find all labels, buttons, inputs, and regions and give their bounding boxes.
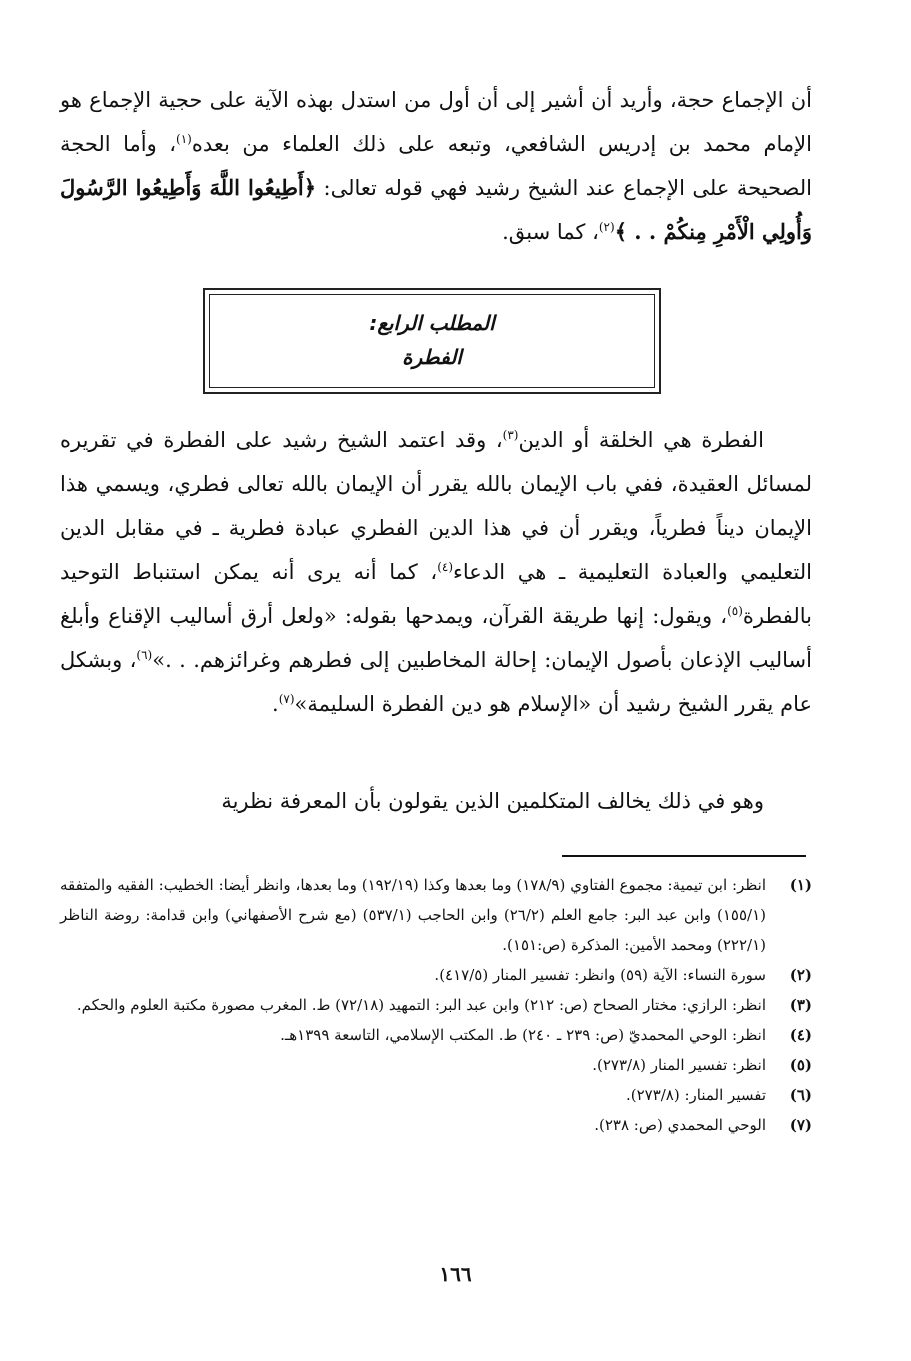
quran-verse: ﴿أَطِيعُوا اللَّهَ وَأَطِيعُوا الرَّسُولَ وَأُولِي الْأَمْرِ مِنكُمْ . . ﴾ xyxy=(60,175,812,244)
text-run: ، وأما الحجة الصحيحة على الإجماع عند الشيخ رشيد فهي قوله تعالى: xyxy=(60,132,812,200)
section-heading-box xyxy=(203,288,661,394)
text-run: أن الإجماع حجة، وأريد أن أشير إلى أن أول من استدل بهذه الآية على حجية الإجماع هو الإمام محمد بن إدريس الشافعي، وتبعه على ذلك العلماء من بعده xyxy=(60,88,812,156)
text-run: ، وقد اعتمد الشيخ رشيد على الفطرة في تقريره لمسائل العقيدة، ففي باب الإيمان بالله يقرر أن الإيمان بالله تعالى فطري، ويسمي هذا الإيمان ديناً فطرياً، ويقرر أن في هذا الدين الفطري عبادة فطرية ـ في مقابل الدين التعليمي والعبادة التعليمية ـ هي الدعاء xyxy=(60,428,812,584)
paragraph-theologians: وهو في ذلك يخالف المتكلمين الذين يقولون بأن المعرفة نظرية xyxy=(221,789,764,813)
footnote-item xyxy=(60,1050,812,1080)
footnote-divider xyxy=(562,855,806,857)
footnote-text: انظر: ابن تيمية: مجموع الفتاوي (١٧٨/٩) وما بعدها وكذا (١٩٢/١٩) وما بعدها، وانظر أيضا: الخطيب: الفقيه والمتفقه (١٥٥/١) وابن عبد البر: جامع العلم (٢٦/٢) وابن الحاجب (٥٣٧/١) (مع شرح الأصفهاني) وابن قدامة: روضة الناظر (٢٢٢/١) ومحمد الأمين: المذكرة (ص:١٥١). xyxy=(60,876,766,954)
footnote-text: سورة النساء: الآية (٥٩) وانظر: تفسير المنار (٤١٧/٥). xyxy=(434,966,766,984)
footnote-ref[interactable]: (٢) xyxy=(598,220,615,234)
section-title: المطلب الرابع: xyxy=(369,311,495,335)
footnote-ref[interactable]: (٦) xyxy=(136,648,153,662)
footnote-item xyxy=(60,1020,812,1050)
footnote-ref[interactable]: (٤) xyxy=(437,560,454,574)
footnote-text: انظر: الوحي المحمديّ (ص: ٢٣٩ ـ ٢٤٠) ط. المكتب الإسلامي، التاسعة ١٣٩٩هـ. xyxy=(280,1026,766,1044)
footnote-ref[interactable]: (٣) xyxy=(502,428,519,442)
section-heading-inner xyxy=(209,294,655,388)
footnote-number: (٦) xyxy=(789,1086,812,1104)
footnote-number: (٣) xyxy=(789,996,812,1014)
text-run: . xyxy=(272,692,279,716)
footnote-ref[interactable]: (٥) xyxy=(727,604,743,618)
footnote-number: (٥) xyxy=(789,1056,812,1074)
closing-section xyxy=(60,779,812,823)
footnote-number: (١) xyxy=(789,876,812,894)
text-run: ، وبشكل عام يقرر الشيخ رشيد أن «الإسلام هو دين الفطرة السليمة» xyxy=(60,648,812,716)
footnote-item xyxy=(60,1110,812,1140)
text-run: ، ويقول: إنها طريقة القرآن، ويمدحها بقوله: «ولعل أرق أساليب الإقناع وأبلغ أساليب الإذعان بأصول الإيمان: إحالة المخاطبين إلى فطرهم وغرائزهم. . .» xyxy=(60,604,812,672)
opening-paragraph xyxy=(60,78,812,254)
footnote-ref[interactable]: (١) xyxy=(176,132,192,146)
footnote-number: (٤) xyxy=(789,1026,812,1044)
text-run: ، كما سبق. xyxy=(502,220,599,244)
footnote-item xyxy=(60,990,812,1020)
footnotes xyxy=(60,870,812,1140)
text-run: الفطرة هي الخلقة أو الدين xyxy=(518,428,764,452)
paragraph-fitra xyxy=(60,418,812,726)
footnote-text: تفسير المنار: (٢٧٣/٨). xyxy=(625,1086,766,1104)
footnote-item xyxy=(60,870,812,960)
footnote-number: (٢) xyxy=(789,966,812,984)
text-run: ، كما أنه يرى أنه يمكن استنباط التوحيد بالفطرة xyxy=(60,560,812,628)
footnote-text: انظر: تفسير المنار (٢٧٣/٨). xyxy=(592,1056,766,1074)
footnote-item xyxy=(60,960,812,990)
footnote-ref[interactable]: (٧) xyxy=(278,692,295,706)
footnote-number: (٧) xyxy=(789,1116,812,1134)
footnote-text: انظر: الرازي: مختار الصحاح (ص: ٢١٢) وابن عبد البر: التمهيد (٧٢/١٨) ط. المغرب مصورة مكتبة العلوم والحكم. xyxy=(76,996,766,1014)
section-subtitle: الفطرة xyxy=(402,345,462,369)
paragraph-consensus xyxy=(60,78,812,254)
footnote-item xyxy=(60,1080,812,1110)
fitra-section xyxy=(60,418,812,726)
page-number: ١٦٦ xyxy=(439,1262,472,1286)
footnote-text: الوحي المحمدي (ص: ٢٣٨). xyxy=(594,1116,766,1134)
